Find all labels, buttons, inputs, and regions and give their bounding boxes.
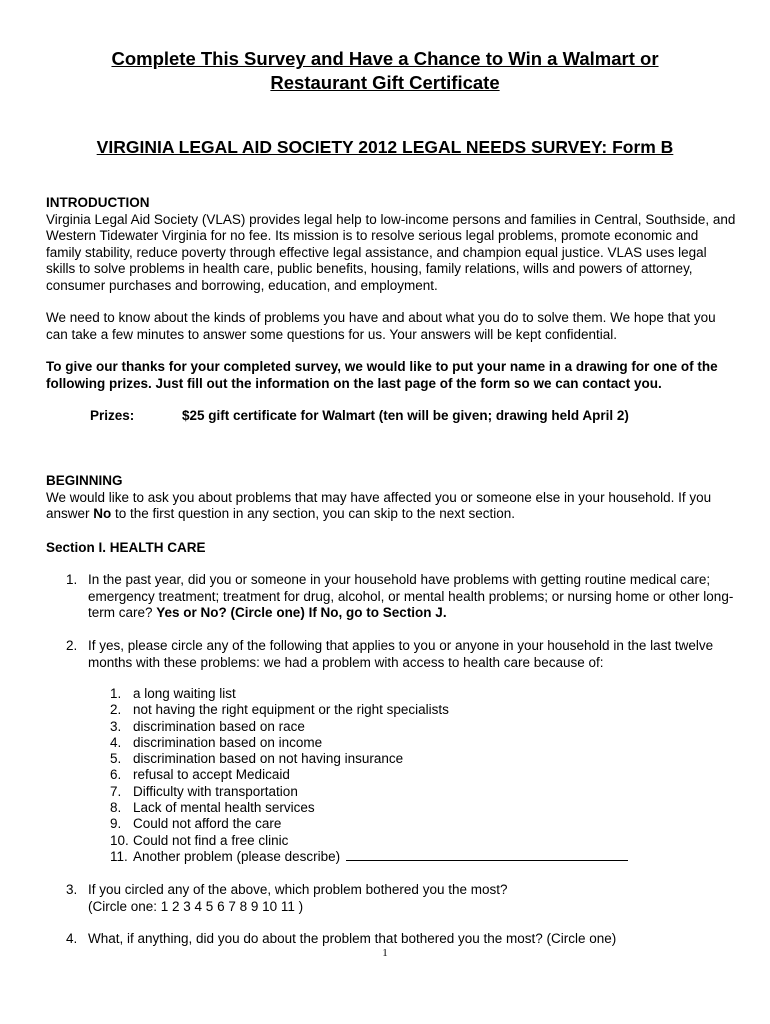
question-4 (66, 931, 736, 948)
beginning-text-no: No (93, 506, 112, 521)
introduction-heading: INTRODUCTION (46, 195, 150, 210)
question-3-number: 3. (66, 882, 78, 897)
list-item[interactable]: 11. Another problem (please describe) (110, 849, 628, 865)
section-heading: Section I. HEALTH CARE (46, 540, 206, 555)
question-2-text: If yes, please circle any of the following that applies to you or anyone in your household in the last twelve months with these problems: we had a problem with access to health care because of: (88, 638, 714, 670)
title-line-1: Complete This Survey and Have a Chance to Win a Walmart or (111, 48, 659, 69)
question-4-number: 4. (66, 931, 78, 946)
describe-blank-line[interactable] (346, 849, 628, 861)
question-3-line-2: (Circle one: 1 2 3 4 5 6 7 8 9 10 11 ) (88, 898, 304, 914)
list-item[interactable]: 6. refusal to accept Medicaid (110, 767, 290, 783)
introduction-paragraph: Virginia Legal Aid Society (VLAS) provides legal help to low-income persons and families in Central, Southside, and Western Tidewater Virginia for no fee. Its mission is to resolve serious legal problems, promote economic and family stability, reduce poverty through effective legal assistance, and champion equal justice. VLAS uses legal skills to solve problems in health care, public benefits, housing, family relations, wills and powers of attorney, consumer purchases and borrowing, education, and employment. (46, 211, 736, 293)
options-list (110, 686, 628, 865)
prizes-line (90, 408, 629, 425)
list-item[interactable]: 8. Lack of mental health services (110, 800, 315, 816)
question-1-body: In the past year, did you or someone in your household have problems with getting routine medical care; emergency treatment; treatment for drug, alcohol, or mental health problems; or nursing home or other long-term care? (88, 572, 734, 620)
question-3-line-1: If you circled any of the above, which problem bothered you the most? (88, 882, 508, 897)
question-1-text (88, 572, 736, 622)
list-item[interactable]: 3. discrimination based on race (110, 718, 305, 734)
list-item[interactable]: 9. Could not afford the care (110, 816, 282, 832)
question-1-instruction: Yes or No? (Circle one) If No, go to Section J. (156, 605, 447, 620)
list-item[interactable]: 7. Difficulty with transportation (110, 783, 298, 799)
prizes-value: $25 gift certificate for Walmart (ten will be given; drawing held April 2) (182, 408, 629, 423)
list-item[interactable]: 10. Could not find a free clinic (110, 832, 289, 848)
list-item[interactable]: 2. not having the right equipment or the right specialists (110, 702, 449, 718)
page-number: 1 (382, 947, 388, 959)
question-1 (66, 572, 736, 622)
question-2 (66, 638, 736, 671)
beginning-section (46, 473, 736, 523)
list-item[interactable]: 4. discrimination based on income (110, 734, 323, 750)
question-1-number: 1. (66, 572, 78, 587)
page-title (0, 47, 770, 95)
beginning-text (46, 490, 736, 523)
question-3-text (88, 882, 736, 915)
thanks-paragraph: To give our thanks for your completed survey, we would like to put your name in a drawing for one of the following prizes. Just fill out the information on the last page of the form so we can contact you. (46, 359, 718, 391)
question-3 (66, 882, 736, 915)
question-4-text: What, if anything, did you do about the problem that bothered you the most? (Circle one) (88, 931, 617, 946)
question-2-number: 2. (66, 638, 78, 653)
introduction-paragraph-2: We need to know about the kinds of problems you have and about what you do to solve them. We hope that you can take a few minutes to answer some questions for us. Your answers will be kept confidential. (46, 310, 716, 342)
beginning-text-after: to the first question in any section, you can skip to the next section. (111, 506, 516, 521)
prizes-label: Prizes: (90, 408, 135, 423)
list-item[interactable]: 5. discrimination based on not having insurance (110, 751, 404, 767)
list-item[interactable]: 1. a long waiting list (110, 686, 236, 701)
introduction-section (46, 195, 736, 294)
beginning-heading: BEGINNING (46, 473, 123, 488)
beginning-text-before: We would like to ask you about problems that may have affected you or someone else in your household. If you answer (46, 489, 712, 521)
survey-subtitle: VIRGINIA LEGAL AID SOCIETY 2012 LEGAL NEEDS SURVEY: Form B (96, 137, 674, 157)
title-line-2: Restaurant Gift Certificate (270, 72, 500, 93)
